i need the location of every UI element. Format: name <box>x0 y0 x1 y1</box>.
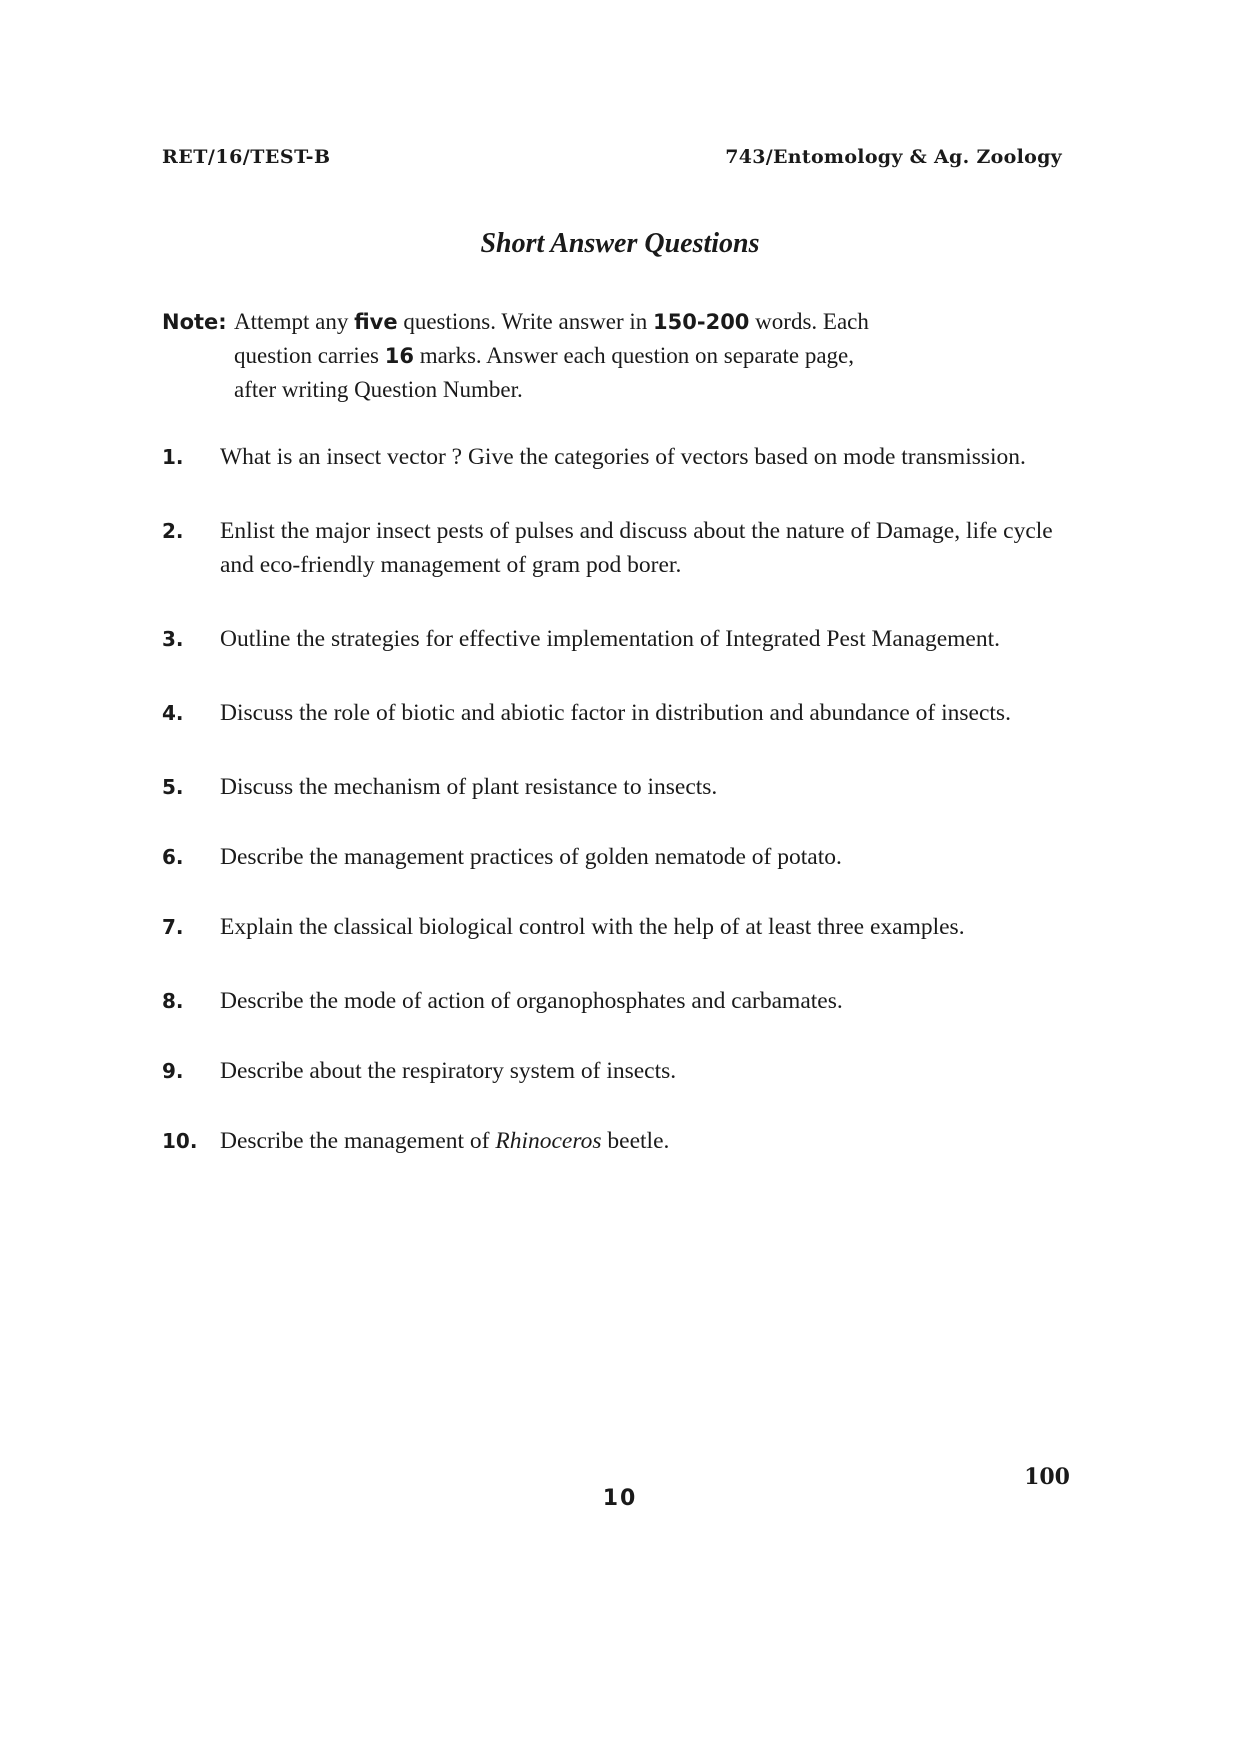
total-marks: 100 <box>1024 1464 1070 1490</box>
question-text: Describe the mode of action of organophosphates and carbamates. <box>220 988 843 1014</box>
question-number: 4. <box>162 701 184 725</box>
question-number: 10. <box>162 1129 198 1153</box>
note-emphasis: 16 <box>384 344 414 368</box>
question-item <box>162 622 1072 656</box>
question-number: 2. <box>162 519 184 543</box>
question-item <box>162 840 1072 874</box>
species-name: Rhinoceros <box>495 1128 602 1154</box>
question-text: Outline the strategies for effective implementation of Integrated Pest Management. <box>220 626 1001 652</box>
note-text: marks. Answer each question on separate page, <box>413 343 855 368</box>
question-item <box>162 440 1072 474</box>
note-text: words. Each <box>749 309 869 334</box>
question-list <box>162 440 1072 1158</box>
question-text-part: Describe the management of <box>220 1128 496 1154</box>
note-line-2 <box>162 339 1062 373</box>
question-item <box>162 514 1072 582</box>
note-emphasis: five <box>354 310 398 334</box>
question-item <box>162 770 1072 804</box>
question-text: Discuss the mechanism of plant resistance to insects. <box>220 774 718 800</box>
question-text <box>220 1128 669 1154</box>
header-subject: 743/Entomology & Ag. Zoology <box>725 146 1062 168</box>
question-number: 1. <box>162 445 184 469</box>
question-item <box>162 1124 1072 1158</box>
question-item <box>162 1054 1072 1088</box>
question-number: 5. <box>162 775 184 799</box>
question-number: 6. <box>162 845 184 869</box>
note-label: Note: <box>162 310 227 334</box>
question-item <box>162 910 1072 944</box>
question-text: Enlist the major insect pests of pulses and discuss about the nature of Damage, life cycle and eco-friendly management of gram pod borer. <box>220 518 1053 578</box>
question-text: What is an insect vector ? Give the categories of vectors based on mode transmission. <box>220 444 1026 470</box>
question-text: Discuss the role of biotic and abiotic factor in distribution and abundance of insects. <box>220 700 1011 726</box>
question-text: Describe the management practices of golden nematode of potato. <box>220 844 842 870</box>
question-text: Describe about the respiratory system of insects. <box>220 1058 677 1084</box>
page-number: 10 <box>602 1486 638 1511</box>
question-number: 8. <box>162 989 184 1013</box>
question-number: 3. <box>162 627 184 651</box>
note-text: question carries <box>234 343 385 368</box>
note-text: questions. Write answer in <box>397 309 654 334</box>
question-number: 7. <box>162 915 184 939</box>
note-block <box>162 305 1062 406</box>
question-text-part: beetle. <box>601 1128 670 1154</box>
note-emphasis: 150-200 <box>653 310 750 334</box>
question-number: 9. <box>162 1059 184 1083</box>
page-title: Short Answer Questions <box>480 228 760 259</box>
question-item <box>162 984 1072 1018</box>
note-line-1 <box>162 305 1062 339</box>
question-item <box>162 696 1072 730</box>
note-line-3: after writing Question Number. <box>234 377 523 402</box>
note-text: Attempt any <box>234 309 355 334</box>
header-code: RET/16/TEST-B <box>162 146 331 168</box>
question-text: Explain the classical biological control with the help of at least three examples. <box>220 914 965 940</box>
